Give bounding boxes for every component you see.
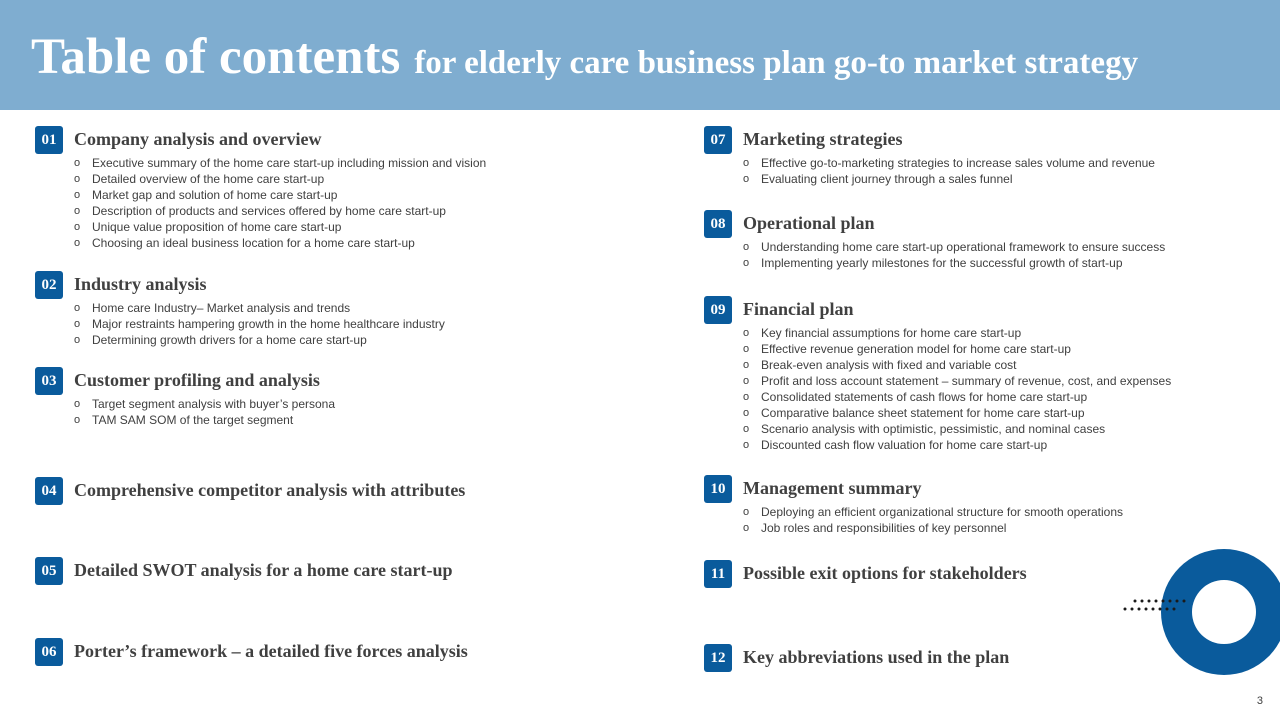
bullet-text: Understanding home care start-up operational framework to ensure success bbox=[761, 240, 1166, 254]
bullet-text: Executive summary of the home care start-up including mission and vision bbox=[92, 156, 487, 170]
bullet-item bbox=[743, 325, 1171, 341]
section-number-badge: 03 bbox=[35, 367, 63, 395]
bullet-item bbox=[743, 357, 1171, 373]
section-number-badge: 12 bbox=[704, 644, 732, 672]
bullet-text: Discounted cash flow valuation for home care start-up bbox=[761, 438, 1048, 452]
bullet-text: Job roles and responsibilities of key personnel bbox=[761, 521, 1007, 535]
section-title: Marketing strategies bbox=[743, 129, 903, 149]
bullet-text: Profit and loss account statement – summary of revenue, cost, and expenses bbox=[761, 374, 1172, 388]
bullet-item bbox=[743, 373, 1171, 389]
section-bullets bbox=[74, 300, 445, 348]
slide-title bbox=[31, 28, 1138, 86]
bullet-text: Choosing an ideal business location for a home care start-up bbox=[92, 236, 415, 250]
title-main: Table of contents bbox=[31, 29, 401, 85]
bullet-circle-icon: o bbox=[743, 173, 750, 185]
section-title: Company analysis and overview bbox=[74, 129, 322, 149]
bullet-item bbox=[743, 171, 1155, 187]
bullet-circle-icon: o bbox=[743, 241, 750, 253]
bullet-text: Target segment analysis with buyer’s persona bbox=[92, 397, 336, 411]
bullet-item bbox=[74, 412, 335, 428]
bullet-text: Evaluating client journey through a sales funnel bbox=[761, 172, 1013, 186]
section-title: Customer profiling and analysis bbox=[74, 370, 320, 390]
section-number-badge: 05 bbox=[35, 557, 63, 585]
bullet-circle-icon: o bbox=[74, 157, 81, 169]
bullet-circle-icon: o bbox=[743, 506, 750, 518]
bullet-circle-icon: o bbox=[743, 343, 750, 355]
section-title: Financial plan bbox=[743, 299, 854, 319]
section-bullets bbox=[743, 504, 1123, 536]
bullet-circle-icon: o bbox=[743, 375, 750, 387]
section-title: Comprehensive competitor analysis with attributes bbox=[74, 480, 466, 500]
bullet-item bbox=[74, 171, 486, 187]
section-title: Porter’s framework – a detailed five forces analysis bbox=[74, 641, 468, 661]
bullet-item bbox=[743, 504, 1123, 520]
bullet-circle-icon: o bbox=[743, 359, 750, 371]
bullet-text: Scenario analysis with optimistic, pessimistic, and nominal cases bbox=[761, 422, 1106, 436]
bullet-text: Effective revenue generation model for home care start-up bbox=[761, 342, 1071, 356]
section-number-badge: 01 bbox=[35, 126, 63, 154]
bullet-item bbox=[743, 239, 1165, 255]
bullet-item bbox=[74, 155, 486, 171]
bullet-circle-icon: o bbox=[74, 302, 81, 314]
bullet-item bbox=[743, 341, 1171, 357]
bullet-circle-icon: o bbox=[74, 414, 81, 426]
bullet-text: Detailed overview of the home care start-up bbox=[92, 172, 325, 186]
bullet-item bbox=[74, 316, 445, 332]
bullet-circle-icon: o bbox=[743, 439, 750, 451]
bullet-text: Major restraints hampering growth in the home healthcare industry bbox=[92, 317, 445, 331]
bullet-circle-icon: o bbox=[743, 391, 750, 403]
section-title: Possible exit options for stakeholders bbox=[743, 563, 1027, 583]
section-bullets bbox=[74, 396, 335, 428]
section-title: Operational plan bbox=[743, 213, 875, 233]
bullet-circle-icon: o bbox=[743, 327, 750, 339]
section-bullets bbox=[743, 155, 1155, 187]
bullet-circle-icon: o bbox=[74, 221, 81, 233]
bullet-circle-icon: o bbox=[743, 407, 750, 419]
section-bullets bbox=[74, 155, 486, 251]
bullet-item bbox=[74, 203, 486, 219]
bullet-text: TAM SAM SOM of the target segment bbox=[92, 413, 294, 427]
bullet-circle-icon: o bbox=[743, 157, 750, 169]
section-number-badge: 09 bbox=[704, 296, 732, 324]
bullet-circle-icon: o bbox=[74, 189, 81, 201]
bullet-circle-icon: o bbox=[74, 334, 81, 346]
bullet-text: Comparative balance sheet statement for home care start-up bbox=[761, 406, 1085, 420]
bullet-text: Market gap and solution of home care start-up bbox=[92, 188, 338, 202]
bullet-text: Description of products and services offered by home care start-up bbox=[92, 204, 446, 218]
bullet-item bbox=[74, 219, 486, 235]
bullet-item bbox=[743, 520, 1123, 536]
bullet-item bbox=[74, 300, 445, 316]
bullet-text: Break-even analysis with fixed and variable cost bbox=[761, 358, 1017, 372]
bullet-item bbox=[74, 396, 335, 412]
section-number-badge: 04 bbox=[35, 477, 63, 505]
page-number: 3 bbox=[1256, 695, 1263, 707]
section-number-badge: 02 bbox=[35, 271, 63, 299]
section-title: Detailed SWOT analysis for a home care start-up bbox=[74, 560, 453, 580]
section-bullets bbox=[743, 239, 1165, 271]
bullet-item bbox=[74, 332, 445, 348]
section-number-badge: 08 bbox=[704, 210, 732, 238]
bullet-item bbox=[743, 155, 1155, 171]
decorative-dots-icon bbox=[1122, 596, 1186, 616]
bullet-circle-icon: o bbox=[74, 205, 81, 217]
section-number-badge: 06 bbox=[35, 638, 63, 666]
section-title: Key abbreviations used in the plan bbox=[743, 647, 1010, 667]
ring-hole bbox=[1192, 580, 1256, 644]
bullet-item bbox=[743, 437, 1171, 453]
title-sub: for elderly care business plan go-to market strategy bbox=[414, 45, 1139, 81]
bullet-item bbox=[74, 235, 486, 251]
section-title: Management summary bbox=[743, 478, 922, 498]
bullet-text: Determining growth drivers for a home care start-up bbox=[92, 333, 367, 347]
bullet-circle-icon: o bbox=[74, 318, 81, 330]
bullet-text: Effective go-to-marketing strategies to increase sales volume and revenue bbox=[761, 156, 1155, 170]
section-number-badge: 11 bbox=[704, 560, 732, 588]
bullet-item bbox=[743, 405, 1171, 421]
bullet-item bbox=[743, 255, 1165, 271]
section-bullets bbox=[743, 325, 1171, 453]
section-title: Industry analysis bbox=[74, 274, 207, 294]
bullet-circle-icon: o bbox=[743, 257, 750, 269]
bullet-item bbox=[743, 389, 1171, 405]
section-number-badge: 07 bbox=[704, 126, 732, 154]
bullet-text: Deploying an efficient organizational structure for smooth operations bbox=[761, 505, 1123, 519]
bullet-text: Home care Industry– Market analysis and trends bbox=[92, 301, 351, 315]
bullet-text: Unique value proposition of home care start-up bbox=[92, 220, 342, 234]
bullet-text: Consolidated statements of cash flows for home care start-up bbox=[761, 390, 1088, 404]
section-number-badge: 10 bbox=[704, 475, 732, 503]
bullet-circle-icon: o bbox=[743, 423, 750, 435]
bullet-text: Implementing yearly milestones for the successful growth of start-up bbox=[761, 256, 1123, 270]
bullet-circle-icon: o bbox=[743, 522, 750, 534]
bullet-item bbox=[74, 187, 486, 203]
bullet-circle-icon: o bbox=[74, 237, 81, 249]
header-banner bbox=[0, 0, 1280, 110]
bullet-text: Key financial assumptions for home care start-up bbox=[761, 326, 1022, 340]
bullet-item bbox=[743, 421, 1171, 437]
bullet-circle-icon: o bbox=[74, 173, 81, 185]
bullet-circle-icon: o bbox=[74, 398, 81, 410]
